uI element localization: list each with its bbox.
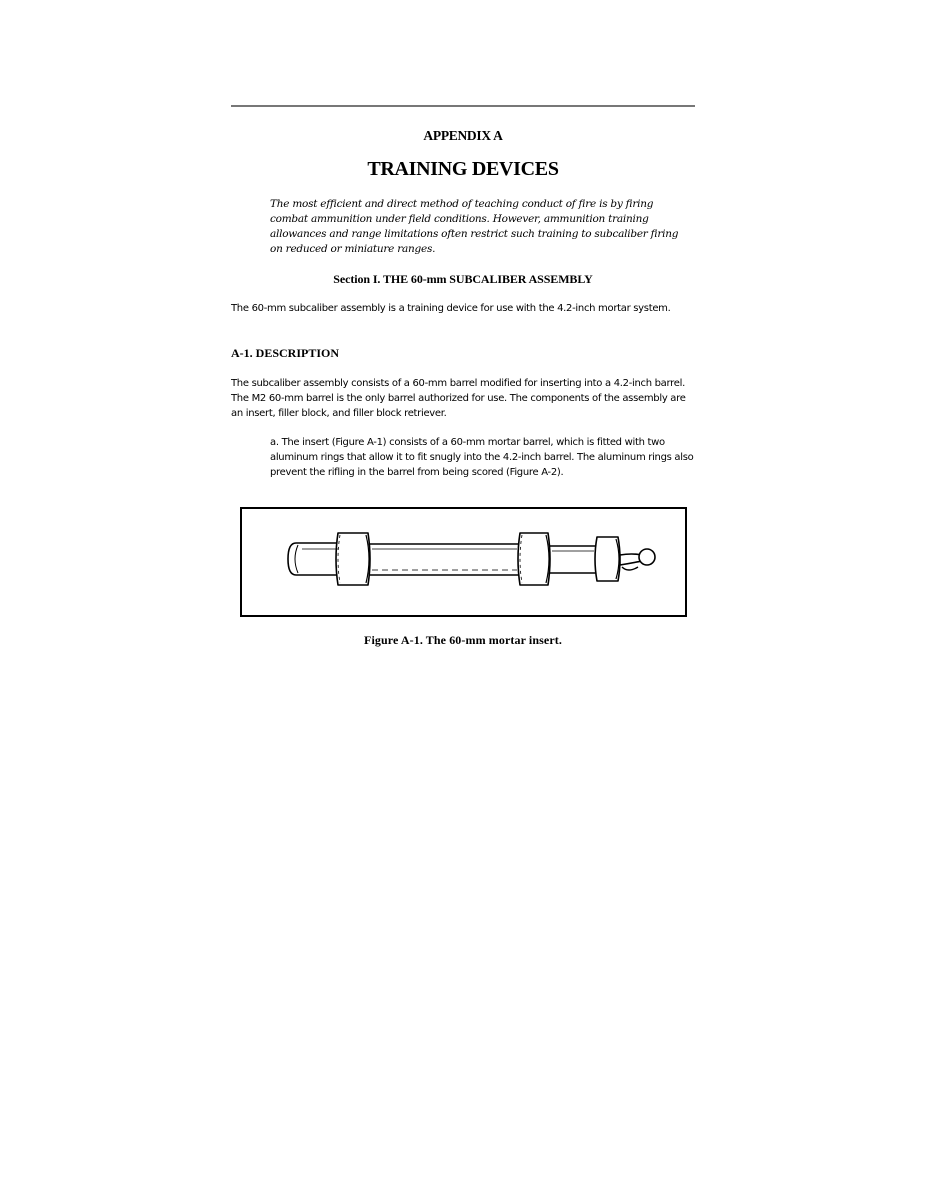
- appendix-label: APPENDIX A: [423, 128, 503, 143]
- description-heading: A-1. DESCRIPTION: [231, 346, 340, 360]
- description-paragraph: The subcaliber assembly consists of a 60-mm barrel modified for inserting into a 4.2-inch barrel. The M2 60-mm barrel is the only barrel authorized for use. The components of the assembly are an insert, filler block, and filler block retriever.: [231, 378, 686, 419]
- barrel-right: [548, 546, 598, 573]
- mortar-insert-illustration: [242, 509, 685, 615]
- intro-paragraph: The most efficient and direct method of teaching conduct of fire is by firing combat ammunition under field conditions. However, ammunition training allowances and range limitations often restrict such training to subcaliber firing on reduced or miniature ranges.: [270, 198, 679, 255]
- figure-frame: [240, 507, 687, 617]
- breech-cap: [595, 537, 620, 581]
- firing-pin-knob: [639, 549, 655, 565]
- aluminum-ring-1: [336, 533, 370, 585]
- section-paragraph: The 60-mm subcaliber assembly is a training device for use with the 4.2-inch mortar system.: [231, 303, 671, 314]
- aluminum-ring-2: [518, 533, 550, 585]
- page-title: TRAINING DEVICES: [367, 158, 559, 180]
- section-heading: Section I. THE 60-mm SUBCALIBER ASSEMBLY: [333, 272, 593, 286]
- figure-caption: Figure A-1. The 60-mm mortar insert.: [364, 633, 562, 647]
- top-rule: [231, 105, 695, 107]
- barrel-left-stub: [288, 543, 342, 575]
- insert-paragraph: a. The insert (Figure A-1) consists of a 60-mm mortar barrel, which is fitted with two aluminum rings that allow it to fit snugly into the 4.2-inch barrel. The aluminum rings also prevent the rifling in the barrel from being scored (Figure A-2).: [270, 437, 694, 478]
